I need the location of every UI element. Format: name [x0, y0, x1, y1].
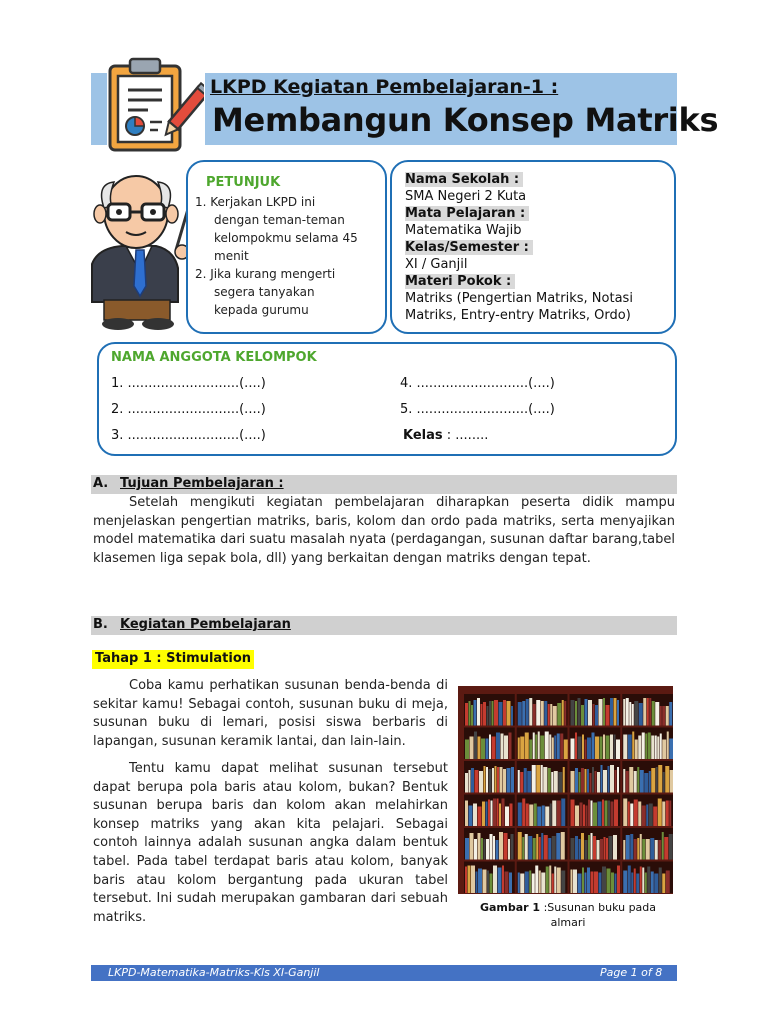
- instruction-line: menit: [214, 249, 249, 263]
- class-field[interactable]: : ........: [442, 428, 489, 443]
- section-b-letter: B.: [93, 617, 108, 632]
- section-a-title: Tujuan Pembelajaran :: [120, 476, 284, 491]
- figure-caption: [478, 900, 658, 930]
- stimulation-paragraph-2: Tentu kamu dapat melihat susunan tersebut dapat berupa pola baris atau kolom, bukan? Bentuk susunan berupa baris dan kolom akan melahirkan konsep matriks yang akan kita pelajari. Sebagai contoh lainnya adalah susunan angka dalam bentuk tabel. Pada tabel terdapat baris atau kolom, banyak baris atau kolom bergantung pada ukuran tabel tersebut. Ini sudah merupakan gambaran dari sebuah matriks.: [93, 761, 448, 925]
- instruction-line: segera tanyakan: [214, 285, 315, 299]
- member-field[interactable]: 2. ...........................(....): [111, 402, 266, 417]
- instruction-line: dengan teman-teman: [214, 213, 345, 227]
- instruction-line: kelompokmu selama 45: [214, 231, 358, 245]
- teacher-illustration: [78, 172, 196, 330]
- page-title: Membangun Konsep Matriks: [212, 101, 719, 139]
- class-semester-value: XI / Ganjil: [405, 257, 468, 272]
- header-subtitle: LKPD Kegiatan Pembelajaran-1 :: [210, 76, 559, 98]
- member-field[interactable]: 4. ...........................(....): [400, 376, 555, 391]
- subject-label: Mata Pelajaran :: [405, 206, 529, 221]
- member-field[interactable]: 3. ...........................(....): [111, 428, 266, 443]
- stage-label: Tahap 1 : Stimulation: [92, 650, 254, 669]
- instruction-line: 1. Kerjakan LKPD ini: [195, 195, 316, 209]
- caption-label: Gambar 1: [479, 901, 541, 914]
- stimulation-paragraph-1: Coba kamu perhatikan susunan benda-benda di sekitar kamu! Sebagai contoh, susunan buku di meja, susunan buku di lemari, posisi siswa berbaris di lapangan, susunan keramik lantai, dan lain-lain.: [93, 678, 448, 749]
- topic-value-line1: Matriks (Pengertian Matriks, Notasi: [405, 291, 633, 306]
- section-a-letter: A.: [93, 476, 109, 491]
- member-field[interactable]: 5. ...........................(....): [400, 402, 555, 417]
- bookshelf-image: [458, 686, 673, 894]
- instructions-title: PETUNJUK: [206, 175, 281, 190]
- instruction-line: kepada gurumu: [214, 303, 309, 317]
- instruction-line: 2. Jika kurang mengerti: [195, 267, 336, 281]
- clipboard-icon: [104, 56, 204, 154]
- topic-label: Materi Pokok :: [405, 274, 515, 289]
- page-number: Page 1 of 8: [600, 966, 663, 979]
- class-label: Kelas: [403, 428, 443, 443]
- learning-objective-text: Setelah mengikuti kegiatan pembelajaran diharapkan peserta didik mampu menjelaskan pengertian matriks, baris, kolom dan ordo pada matriks, serta menyajikan model matematika dari suatu masalah nyata (perdagangan, susunan daftar barang,tabel klasemen liga sepak bola, dll) yang berkaitan dengan matriks dengan tepat.: [93, 495, 675, 566]
- topic-value-line2: Matriks, Entry-entry Matriks, Ordo): [405, 308, 631, 323]
- member-field[interactable]: 1. ...........................(....): [111, 376, 266, 391]
- subject-value: Matematika Wajib: [405, 223, 522, 238]
- section-b-title: Kegiatan Pembelajaran: [120, 617, 291, 632]
- footer-document-name: LKPD-Matematika-Matriks-Kls XI-Ganjil: [108, 966, 320, 979]
- school-name-label: Nama Sekolah :: [405, 172, 523, 187]
- group-members-title: NAMA ANGGOTA KELOMPOK: [111, 350, 317, 365]
- class-semester-label: Kelas/Semester :: [405, 240, 533, 255]
- school-name: SMA Negeri 2 Kuta: [405, 189, 527, 204]
- caption-text: :Susunan buku pada almari: [540, 901, 657, 929]
